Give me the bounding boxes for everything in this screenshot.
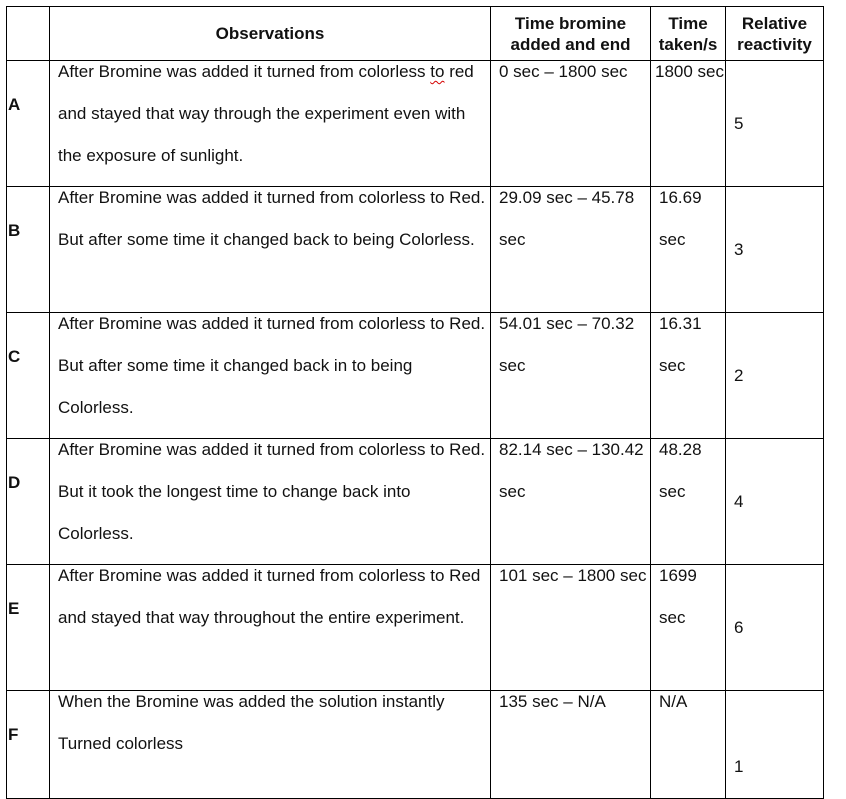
header-relative-reactivity: Relative reactivity [726,7,824,61]
time-cell [491,565,651,691]
time-cell [491,187,651,313]
taken-cell [651,439,726,565]
time-range: 101 sec – 1800 sec [499,566,647,585]
row-label: A [8,95,21,114]
row-label: E [8,599,20,618]
time-range: 29.09 sec – 45.78 sec [499,188,635,249]
time-range: 82.14 sec – 130.42 sec [499,440,644,501]
reactivity-cell [726,313,824,439]
reactivity-cell [726,187,824,313]
row-label: D [8,473,21,492]
table-row [7,565,824,691]
taken-cell [651,187,726,313]
observation-text: When the Bromine was added the solution instantly Turned colorless [58,692,445,753]
observation-text: After Bromine was added it turned from colorless to Red. But after some time it changed back to being Colorless. [58,188,486,249]
observation-cell [50,61,491,187]
row-label-cell [7,61,50,187]
row-label-cell [7,691,50,799]
header-observations: Observations [50,7,491,61]
row-label-cell [7,439,50,565]
time-cell [491,61,651,187]
observation-text: After Bromine was added it turned from colorless to Red and stayed that way throughout the entire experiment. [58,566,481,627]
observation-cell [50,313,491,439]
reactivity-cell [726,691,824,799]
observation-cell [50,565,491,691]
table-row [7,691,824,799]
time-taken: 48.28 sec [659,440,702,501]
row-label: C [8,347,21,366]
time-range: 0 sec – 1800 sec [499,62,628,81]
observation-text: After Bromine was added it turned from colorless to Red. But after some time it changed back in to being Colorless. [58,314,486,417]
relative-reactivity: 2 [734,365,744,385]
row-label-cell [7,565,50,691]
time-range: 54.01 sec – 70.32 sec [499,314,635,375]
relative-reactivity: 1 [734,756,744,776]
relative-reactivity: 6 [734,617,744,637]
observation-text-part: After Bromine was added it turned from colorless [58,62,431,81]
time-cell [491,313,651,439]
time-taken: 1699 sec [659,566,697,627]
reactivity-cell [726,439,824,565]
observation-text: After Bromine was added it turned from colorless to Red. But it took the longest time to change back into Colorless. [58,440,486,543]
observation-cell [50,691,491,799]
table-row [7,313,824,439]
time-taken: 16.31 sec [659,314,702,375]
observation-cell [50,439,491,565]
time-taken: 1800 sec [655,62,724,81]
observation-text [50,51,490,177]
header-time-added: Time bromine added and end [491,7,651,61]
taken-cell [651,565,726,691]
row-label: F [8,725,19,744]
time-taken: 16.69 sec [659,188,702,249]
table-row [7,61,824,187]
observations-table [6,6,824,799]
observation-cell [50,187,491,313]
row-label-cell [7,313,50,439]
observation-text-part: red and stayed that way through the experiment even with the exposure of sunlight. [58,62,474,165]
time-cell [491,691,651,799]
taken-cell [651,61,726,187]
table-row [7,439,824,565]
relative-reactivity: 3 [734,239,744,259]
time-cell [491,439,651,565]
taken-cell [651,313,726,439]
reactivity-cell [726,565,824,691]
header-time-taken: Time taken/s [651,7,726,61]
table-row [7,187,824,313]
row-label: B [8,221,21,240]
time-taken: N/A [659,692,688,711]
relative-reactivity: 4 [734,491,744,511]
time-range: 135 sec – N/A [499,692,606,711]
taken-cell [651,691,726,799]
reactivity-cell [726,61,824,187]
row-label-cell [7,187,50,313]
spellcheck-underlined-word: to [430,62,445,81]
header-label [7,7,50,61]
relative-reactivity: 5 [734,113,744,133]
